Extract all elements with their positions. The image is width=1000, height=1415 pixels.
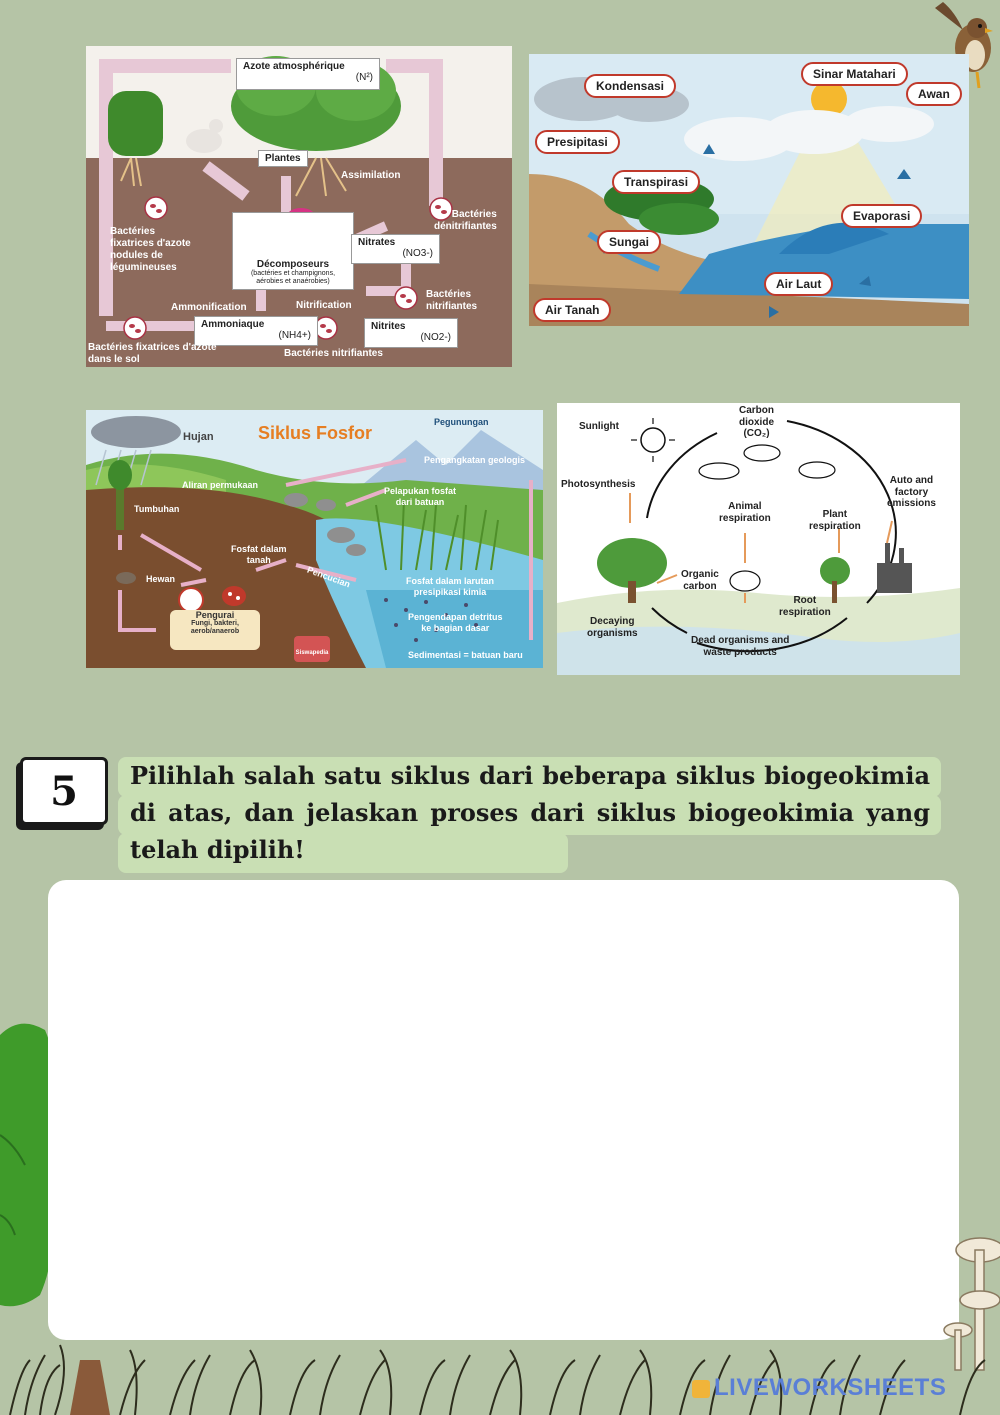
nitrogen-label-denitrifiantes: Bactéries dénitrifiantes xyxy=(434,209,497,232)
carbon-label-photosynthesis: Photosynthesis xyxy=(561,479,636,490)
phosphorus-title: Siklus Fosfor xyxy=(258,423,373,443)
phosphorus-label-pengangkatan: Pengangkatan geologis xyxy=(424,455,526,465)
water-label-transpirasi: Transpirasi xyxy=(612,170,700,194)
grass-strip xyxy=(0,1330,1000,1415)
water-label-sungai: Sungai xyxy=(597,230,661,254)
phosphorus-cycle-figure xyxy=(86,410,543,668)
nitrogen-label-fixatrices-nodules: Bactéries fixatrices d'azote nodules de légumineuses xyxy=(110,226,191,273)
water-label-sinar-matahari: Sinar Matahari xyxy=(801,62,908,86)
nitrogen-label-nitrifiantes-bottom: Bactéries nitrifiantes xyxy=(284,348,383,359)
water-label-awan: Awan xyxy=(906,82,962,106)
water-label-evaporasi: Evaporasi xyxy=(841,204,922,228)
carbon-label-root-respiration: Root respiration xyxy=(779,595,831,618)
phosphorus-label-pencucian: Pencucian xyxy=(305,564,352,590)
liveworksheets-logo-icon xyxy=(692,1380,710,1398)
phosphorus-label-aliran: Aliran permukaan xyxy=(182,480,259,490)
phosphorus-label-fosfat-tanah: Fosfat dalam tanah xyxy=(231,544,287,565)
water-label-air-laut: Air Laut xyxy=(764,272,833,296)
phosphorus-label-fosfat-larutan: Fosfat dalam larutan presipikasi kimia xyxy=(406,576,495,597)
phosphorus-label-hujan: Hujan xyxy=(183,431,214,443)
phosphorus-label-pelapukan: Pelapukan fosfat dari batuan xyxy=(384,486,457,507)
carbon-label-animal-respiration: Animal respiration xyxy=(719,501,771,524)
phosphorus-logo: Siswapedia xyxy=(294,636,330,662)
water-label-presipitasi: Presipitasi xyxy=(535,130,620,154)
nitrogen-label-nitrification: Nitrification xyxy=(296,300,352,311)
carbon-label-decaying: Decaying organisms xyxy=(587,616,638,639)
nitrogen-label-assimilation: Assimilation xyxy=(341,170,401,181)
nitrogen-label-nitrites: Nitrites (NO2-) xyxy=(364,318,458,348)
nitrogen-label-plantes: Plantes xyxy=(258,150,308,167)
phosphorus-label-pegunungan: Pegunungan xyxy=(434,417,489,427)
question-number-badge: 5 xyxy=(20,757,108,825)
carbon-label-co2: Carbon dioxide (CO₂) xyxy=(739,405,775,439)
phosphorus-label-pengendapan: Pengendapan detritus ke bagian dasar xyxy=(408,612,503,633)
nitrogen-label-decomposeurs: Décomposeurs (bactéries et champignons, aérobies et anaérobies) xyxy=(232,212,354,290)
water-label-air-tanah: Air Tanah xyxy=(533,298,611,322)
water-label-kondensasi: Kondensasi xyxy=(584,74,676,98)
answer-input-area[interactable] xyxy=(48,880,959,1340)
carbon-label-auto-emissions: Auto and factory emissions xyxy=(887,475,936,509)
carbon-label-sunlight: Sunlight xyxy=(579,421,619,432)
nitrogen-label-fixatrices-sol: Bactéries fixatrices d'azote dans le sol xyxy=(88,342,217,365)
water-cycle-figure xyxy=(529,54,969,326)
phosphorus-label-hewan: Hewan xyxy=(146,574,176,584)
carbon-cycle-figure xyxy=(557,403,960,675)
phosphorus-label-tumbuhan: Tumbuhan xyxy=(134,504,180,514)
question-text: Pilihlah salah satu siklus dari beberapa siklus biogeokimia di atas, dan jelaskan proses dari siklus biogeokimia yang telah dipilih! xyxy=(130,761,930,864)
phosphorus-label-sedimentasi: Sedimentasi = batuan baru xyxy=(408,650,523,660)
carbon-label-plant-respiration: Plant respiration xyxy=(809,509,861,532)
carbon-label-organic-carbon: Organic carbon xyxy=(681,569,719,592)
phosphorus-label-pengurai: Pengurai Fungi, bakteri, aerob/anaerob xyxy=(170,610,260,650)
nitrogen-cycle-figure xyxy=(86,46,512,367)
nitrogen-label-ammoniaque: Ammoniaque (NH4+) xyxy=(194,316,318,346)
liveworksheets-watermark: LIVEWORKSHEETS xyxy=(692,1374,946,1402)
nitrogen-label-ammonification: Ammonification xyxy=(171,302,247,313)
nitrogen-label-bacteries-nitrifiantes-side: Bactéries nitrifiantes xyxy=(426,289,478,312)
carbon-label-dead-organisms: Dead organisms and waste products xyxy=(691,635,790,658)
nitrogen-label-azote: Azote atmosphérique (N²) xyxy=(236,58,380,90)
nitrogen-label-nitrates: Nitrates (NO3-) xyxy=(351,234,440,264)
